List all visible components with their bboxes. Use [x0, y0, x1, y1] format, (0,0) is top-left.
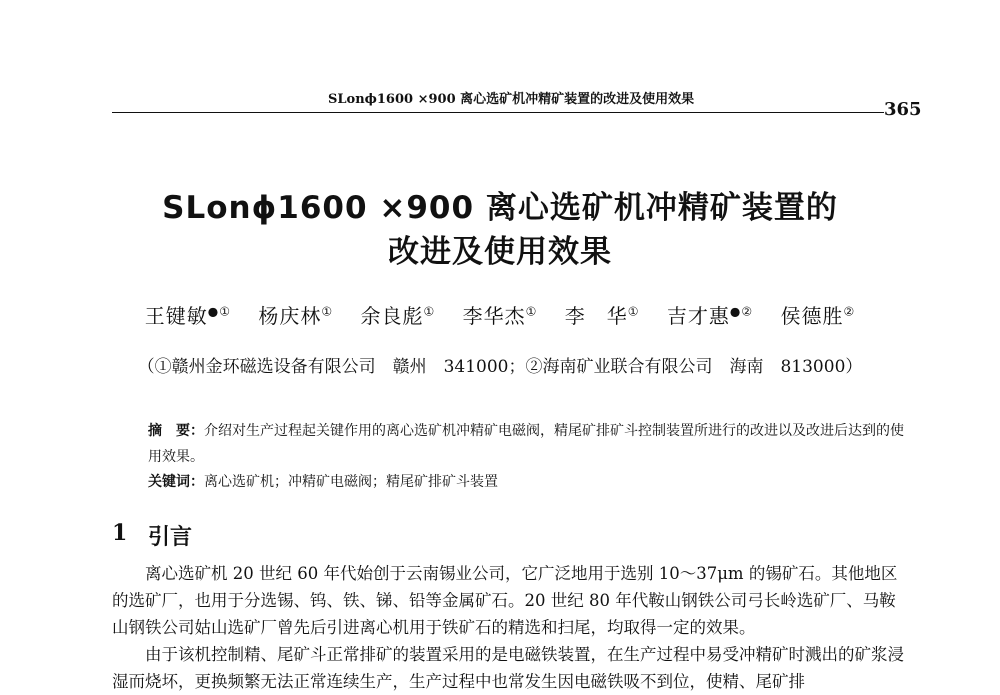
- author: [463, 304, 538, 328]
- author: [360, 304, 435, 328]
- page-number: 365: [884, 99, 922, 120]
- abstract: [148, 418, 908, 470]
- paper-title-line-1: SLonϕ1600 ×900 离心选矿机冲精矿装置的: [162, 190, 838, 226]
- author-name: 王键敏: [144, 304, 208, 328]
- author-mark: ●①: [207, 304, 231, 319]
- author: [667, 304, 753, 328]
- paper-title-line-2: 改进及使用效果: [388, 234, 612, 270]
- running-title: SLonϕ1600 ×900 离心选矿机冲精矿装置的改进及使用效果: [328, 92, 695, 107]
- paragraph: 由于该机控制精、尾矿斗正常排矿的装置采用的是电磁铁装置，在生产过程中易受冲精矿时溅出的矿浆浸湿而烧坏，更换频繁无法正常连续生产，生产过程中也常发生因电磁铁吸不到位，使精、尾矿排: [112, 645, 904, 691]
- author: [145, 304, 231, 328]
- author-mark: ①: [627, 304, 640, 319]
- body-text: [112, 560, 912, 695]
- paragraph: 离心选矿机 20 世纪 60 年代始创于云南锡业公司，它广泛地用于选别 10～37μm 的锡矿石。其他地区的选矿厂，也用于分选锡、钨、铁、锑、铅等金属矿石。20 世纪 80 年代鞍山钢铁公司弓长岭选矿厂、马鞍山钢铁公司姑山选矿厂曾先后引进离心机用于铁矿石的精选和扫尾，均取得一定的效果。: [112, 564, 898, 637]
- author-name: 李 华: [564, 304, 628, 328]
- section-title: 引言: [148, 524, 193, 550]
- author-mark: ②: [843, 304, 856, 319]
- affiliation: （①赣州金环磁选设备有限公司 赣州 341000；②海南矿业联合有限公司 海南 813000）: [137, 357, 863, 377]
- author-name: 李华杰: [462, 304, 526, 328]
- author-name: 杨庆林: [258, 304, 322, 328]
- author-mark: ①: [423, 304, 436, 319]
- author: [780, 304, 855, 328]
- author: [258, 304, 333, 328]
- author-name: 吉才惠: [666, 304, 730, 328]
- abstract-label: 摘 要：: [148, 423, 204, 439]
- abstract-text: 介绍对生产过程起关键作用的离心选矿机冲精矿电磁阀，精尾矿排矿斗控制装置所进行的改进以及改进后达到的使用效果。: [148, 423, 904, 465]
- section-number: 1: [112, 520, 128, 546]
- keywords: [148, 471, 498, 491]
- author-name: 侯德胜: [780, 304, 844, 328]
- author-mark: ●②: [729, 304, 754, 319]
- author: [565, 304, 640, 328]
- author-mark: ①: [525, 304, 538, 319]
- author-mark: ①: [321, 304, 334, 319]
- author-list: [0, 300, 1000, 329]
- header-rule: [112, 112, 884, 113]
- author-name: 余良彪: [360, 304, 424, 328]
- keywords-label: 关键词：: [148, 474, 204, 490]
- keywords-text: 离心选矿机；冲精矿电磁阀；精尾矿排矿斗装置: [204, 474, 498, 490]
